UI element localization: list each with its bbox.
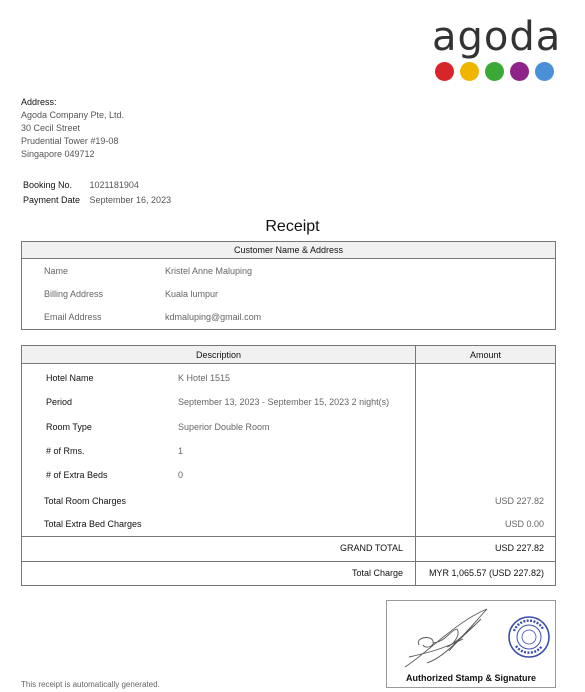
booking-info (23, 178, 171, 208)
column-divider (415, 346, 416, 562)
detail-value: 0 (178, 470, 184, 480)
detail-label: Room Type (46, 422, 92, 432)
company-address (21, 96, 124, 161)
address-label: Address: (21, 97, 57, 107)
detail-label: Period (46, 397, 73, 407)
detail-label: # of Extra Beds (46, 470, 108, 480)
logo-dot-purple (510, 62, 529, 81)
customer-value: kdmaluping@gmail.com (165, 312, 262, 322)
detail-value: September 13, 2023 - September 15, 2023 2 night(s) (178, 397, 390, 407)
detail-value: K Hotel 1515 (178, 373, 231, 383)
charges-table (21, 345, 556, 586)
signature (405, 609, 487, 667)
customer-label: Name (44, 266, 69, 276)
signature-stamp-image (387, 601, 557, 673)
customer-label: Billing Address (44, 289, 104, 299)
customer-box (21, 241, 556, 330)
col-description: Description (195, 350, 242, 360)
charges-table-header (22, 346, 555, 364)
grand-total-label: GRAND TOTAL (339, 543, 403, 553)
agoda-logo (430, 14, 560, 84)
detail-value: 1 (178, 446, 184, 456)
charge-amount: USD 227.82 (494, 496, 544, 506)
logo-text: agoda (432, 14, 562, 60)
grand-total-amount: USD 227.82 (494, 543, 544, 553)
receipt-title: Receipt (265, 218, 320, 235)
detail-label: # of Rms. (46, 446, 85, 456)
charge-label: Total Extra Bed Charges (44, 519, 142, 529)
logo-dot-blue (535, 62, 554, 81)
logo-dot-yellow (460, 62, 479, 81)
total-charge-label: Total Charge (351, 568, 403, 578)
divider (22, 536, 555, 537)
logo-dot-red (435, 62, 454, 81)
logo-dot-green (485, 62, 504, 81)
booking-no-value: 1021181904 (89, 180, 139, 190)
address-line: Prudential Tower #19-08 (21, 136, 119, 146)
payment-date-value: September 16, 2023 (89, 195, 172, 205)
auto-generated-note: This receipt is automatically generated. (21, 680, 160, 689)
column-divider (415, 562, 416, 586)
customer-header: Customer Name & Address (22, 242, 555, 259)
total-charge-amount: MYR 1,065.57 (USD 227.82) (428, 568, 544, 578)
detail-value: Superior Double Room (178, 422, 270, 432)
address-line: Singapore 049712 (21, 149, 95, 159)
payment-date-label: Payment Date (23, 195, 81, 205)
company-seal (509, 617, 549, 657)
stamp-signature-box (386, 600, 556, 688)
charge-label: Total Room Charges (44, 496, 127, 506)
booking-no-label: Booking No. (23, 180, 73, 190)
customer-value: Kristel Anne Maluping (165, 266, 253, 276)
col-amount: Amount (469, 350, 502, 360)
charge-amount: USD 0.00 (504, 519, 544, 529)
customer-value: Kuala lumpur (165, 289, 219, 299)
stamp-label: Authorized Stamp & Signature (405, 673, 536, 683)
divider (22, 561, 555, 562)
detail-label: Hotel Name (46, 373, 94, 383)
logo-dots (435, 62, 554, 81)
customer-label: Email Address (44, 312, 102, 322)
address-line: Agoda Company Pte, Ltd. (21, 110, 125, 120)
address-line: 30 Cecil Street (21, 123, 81, 133)
